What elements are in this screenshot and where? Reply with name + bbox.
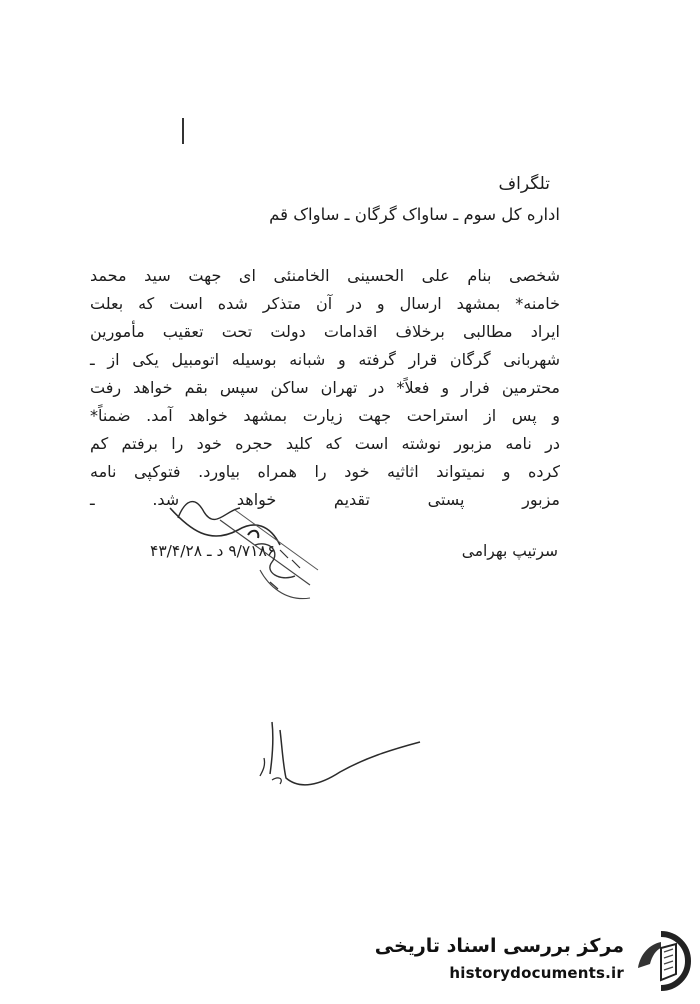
body-line: کرده و نمیتواند اثاثیه خود را همراه بیاورد. فتوکپی نامه (90, 462, 560, 481)
body-line: شخصی بنام علی الحسینی الخامنئی ای جهت سید محمد (90, 266, 560, 285)
body-line: مزبور پستی تقدیم خواهد شد. ـ (90, 490, 560, 509)
handwritten-signature (250, 710, 430, 810)
punch-mark (181, 118, 185, 144)
watermark-url: historydocuments.ir (449, 964, 624, 982)
recipients-line: اداره کل سوم ـ ساواک گرگان ـ ساواک قم (269, 205, 560, 224)
body-line: در نامه مزبور نوشته است که کلید حجره خود را برفتم کم (90, 434, 560, 453)
body-line: محترمین فرار و فعلاً* در تهران ساکن سپس بقم خواهد رفت (90, 378, 560, 397)
body-line: ایراد مطالبی برخلاف اقدامات دولت تحت تعقیب مأمورین (90, 322, 560, 341)
document-body (90, 262, 560, 514)
body-line: و پس از استراحت جهت زیارت بمشهد خواهد آمد. ضمناً* (90, 406, 560, 425)
watermark-title: مرکز بررسی اسناد تاریخی (374, 935, 624, 957)
signatory-name: سرتیپ بهرامی (461, 542, 558, 560)
document-title: تلگراف (498, 174, 550, 194)
body-line: شهربانی گرگان قرار گرفته و شبانه بوسیله اتومبیل یکی از ـ (90, 350, 560, 369)
body-line: خامنه* بمشهد ارسال و در آن متذکر شده است که بعلت (90, 294, 560, 313)
archive-watermark (374, 926, 696, 998)
reference-number: ۹/۷۱۸۶ د ـ ۴۳/۴/۲۸ (150, 542, 276, 560)
stamp-scribble (160, 490, 330, 610)
book-pages-icon (630, 930, 692, 992)
